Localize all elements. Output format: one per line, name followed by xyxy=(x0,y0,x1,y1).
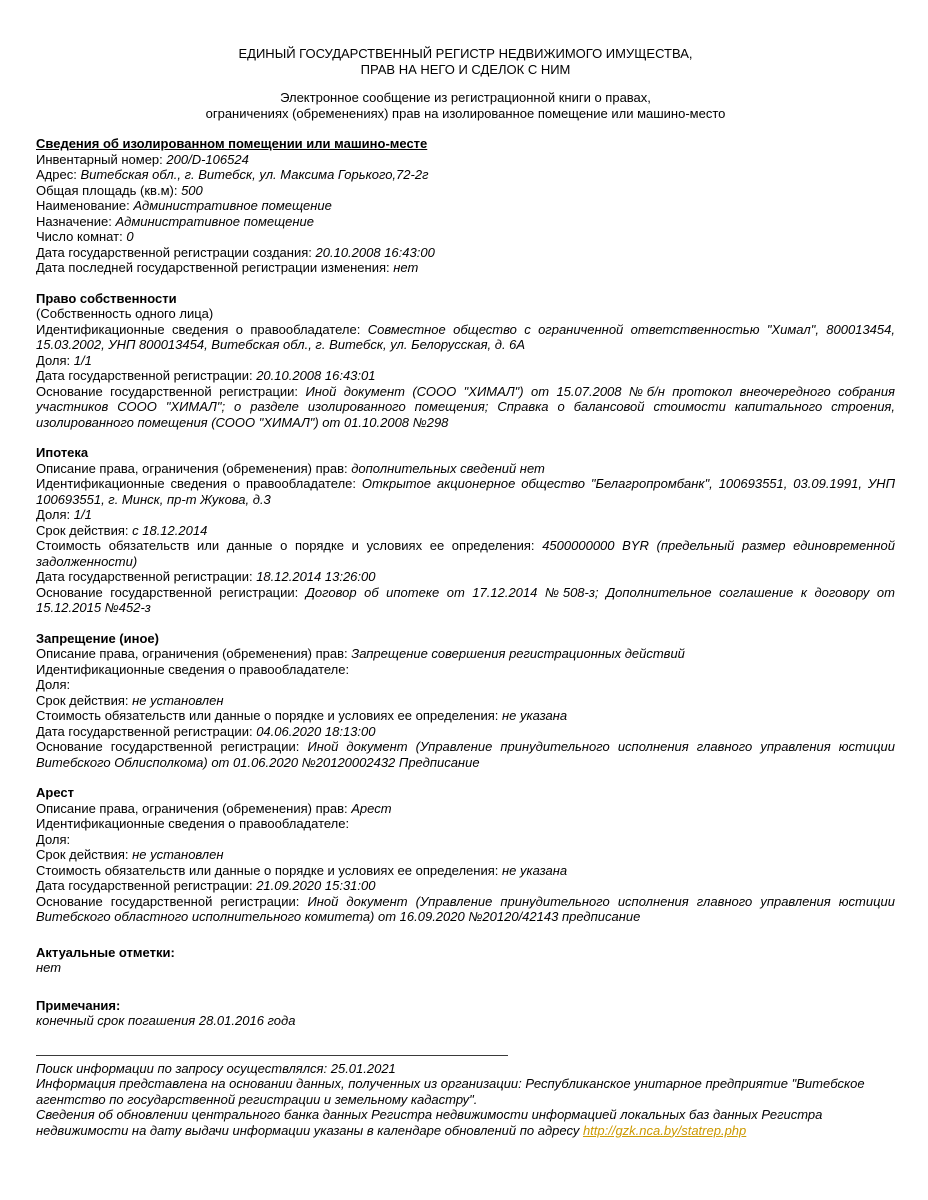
field-value: Запрещение совершения регистрационных действий xyxy=(351,646,685,661)
field-label: Идентификационные сведения о правообладателе: xyxy=(36,816,350,831)
row-obligation-cost xyxy=(36,863,895,879)
field-value: 500 xyxy=(181,182,203,198)
section-arrest xyxy=(36,785,895,925)
registry-title xyxy=(36,46,895,77)
field-value: с 18.12.2014 xyxy=(132,522,208,538)
footer-update-text: Сведения об обновлении центрального банка данных Регистра недвижимости информацией локальных баз данных Регистра недвижимости на дату выдачи информации указаны в календаре обновлений по адресу xyxy=(36,1107,823,1138)
field-label: Стоимость обязательств или данные о порядке и условиях ее определения: xyxy=(36,538,535,553)
field-value: конечный срок погашения 28.01.2016 года xyxy=(36,1013,296,1028)
field-label: Идентификационные сведения о правообладателе: xyxy=(36,321,361,337)
field-value: Административное помещение xyxy=(133,198,332,213)
field-value: 04.06.2020 18:13:00 xyxy=(256,723,376,739)
row-registration-basis xyxy=(36,894,895,925)
field-value: не указана xyxy=(501,862,568,878)
field-label: Стоимость обязательств или данные о порядке и условиях ее определения: xyxy=(36,862,499,878)
field-value: 20.10.2008 16:43:01 xyxy=(256,368,376,383)
field-value: не указана xyxy=(501,708,568,723)
row-term xyxy=(36,847,895,863)
row-description xyxy=(36,801,895,817)
field-label: Дата государственной регистрации создания: xyxy=(36,244,312,260)
field-value: Договор об ипотеке от 17.12.2014 №508-з; Дополнительное соглашение к договору от 15.12.2015 №452-з xyxy=(36,584,895,615)
field-value: 21.09.2020 15:31:00 xyxy=(256,878,376,893)
row-registration-date xyxy=(36,724,895,740)
field-value: не установлен xyxy=(132,847,224,862)
arrest-section-heading: Арест xyxy=(36,785,74,800)
field-value: 18.12.2014 13:26:00 xyxy=(256,569,376,584)
row-total-area xyxy=(36,183,895,199)
field-label: Описание права, ограничения (обременения) прав: xyxy=(36,646,348,661)
document-footer xyxy=(36,1055,895,1139)
row-share xyxy=(36,507,895,523)
field-label: Общая площадь (кв.м): xyxy=(36,182,178,198)
row-rightholder xyxy=(36,476,895,507)
footer-update-info xyxy=(36,1107,895,1138)
row-address xyxy=(36,167,895,183)
document-subtitle-line1: Электронное сообщение из регистрационной книги о правах, xyxy=(280,90,651,105)
marks-section-heading: Актуальные отметки: xyxy=(36,944,175,960)
field-label: Срок действия: xyxy=(36,847,129,862)
prohibition-section-heading: Запрещение (иное) xyxy=(36,630,159,646)
row-term xyxy=(36,523,895,539)
row-registration-date xyxy=(36,368,895,384)
statrep-link[interactable]: http://gzk.nca.by/statrep.php xyxy=(582,1122,747,1138)
field-value: 0 xyxy=(126,229,134,244)
field-value: Иной документ (СООО "ХИМАЛ") от 15.07.2008 №б/н протокол внеочередного собрания участников СООО "ХИМАЛ"; о разделе изолированного помещения; Справка о балансовой стоимости капитального строения, изолированного помещения (СООО "ХИМАЛ") от 01.10.2008 №298 xyxy=(36,383,895,430)
field-value: 20.10.2008 16:43:00 xyxy=(315,244,435,260)
row-obligation-cost xyxy=(36,708,895,724)
field-label: Дата государственной регистрации: xyxy=(36,878,253,893)
row-share xyxy=(36,677,895,693)
footer-source-info: Информация представлена на основании данных, полученных из организации: Республиканское унитарное предприятие "Витебское агентство по государственной регистрации и земельному кадастру". xyxy=(36,1076,865,1107)
field-label: Наименование: xyxy=(36,198,130,213)
field-label: Идентификационные сведения о правообладателе: xyxy=(36,661,350,677)
field-label: Назначение: xyxy=(36,213,112,229)
field-value: 4500000000 BYR (предельный размер единовременной задолженности) xyxy=(36,538,895,569)
field-label: Описание права, ограничения (обременения) прав: xyxy=(36,460,348,476)
row-rooms-count xyxy=(36,229,895,245)
field-value: Иной документ (Управление принудительного исполнения главного управления юстиции Витебского областного исполнительного комитета) от 16.09.2020 №20120/42143 предписание xyxy=(36,893,895,924)
section-prohibition xyxy=(36,631,895,771)
row-rightholder xyxy=(36,816,895,832)
row-share xyxy=(36,353,895,369)
field-label: Инвентарный номер: xyxy=(36,151,163,167)
row-purpose xyxy=(36,214,895,230)
row-description xyxy=(36,646,895,662)
row-term xyxy=(36,693,895,709)
section-property-info xyxy=(36,136,895,276)
field-value: 1/1 xyxy=(73,507,92,522)
field-label: Основание государственной регистрации: xyxy=(36,584,299,600)
field-label: Основание государственной регистрации: xyxy=(36,383,299,399)
field-label: Основание государственной регистрации: xyxy=(36,893,300,909)
row-ownership-subtype: (Собственность одного лица) xyxy=(36,306,214,321)
field-label: Стоимость обязательств или данные о порядке и условиях ее определения: xyxy=(36,708,499,723)
field-value: нет xyxy=(36,960,62,975)
row-registration-date xyxy=(36,878,895,894)
field-value: Открытое акционерное общество "Белагропромбанк", 100693551, 03.09.1991, УНП 100693551, г. Минск, пр-т Жукова, д.3 xyxy=(36,476,895,507)
field-label: Срок действия: xyxy=(36,692,129,708)
row-description xyxy=(36,461,895,477)
field-label: Доля: xyxy=(36,831,71,847)
row-inventory-number xyxy=(36,152,895,168)
field-value: нет xyxy=(393,260,419,275)
field-label: Дата последней государственной регистрации изменения: xyxy=(36,260,390,275)
field-label: Адрес: xyxy=(36,167,77,182)
row-registration-basis xyxy=(36,739,895,770)
section-mortgage xyxy=(36,445,895,616)
registry-title-line2: ПРАВ НА НЕГО И СДЕЛОК С НИМ xyxy=(360,61,571,77)
row-share xyxy=(36,832,895,848)
mortgage-section-heading: Ипотека xyxy=(36,445,89,460)
footer-search-date: Поиск информации по запросу осуществлялся: 25.01.2021 xyxy=(36,1060,396,1076)
row-registration-modified xyxy=(36,260,895,276)
field-label: Доля: xyxy=(36,677,71,692)
section-notes xyxy=(36,998,895,1029)
property-section-heading: Сведения об изолированном помещении или машино-месте xyxy=(36,136,428,151)
row-obligation-cost xyxy=(36,538,895,569)
field-value: Витебская обл., г. Витебск, ул. Максима Горького,72-2г xyxy=(80,167,429,182)
field-value: не установлен xyxy=(132,692,224,708)
field-label: Идентификационные сведения о правообладателе: xyxy=(36,476,356,491)
registry-title-line1: ЕДИНЫЙ ГОСУДАРСТВЕННЫЙ РЕГИСТР НЕДВИЖИМОГО ИМУЩЕСТВА, xyxy=(238,46,693,61)
field-label: Описание права, ограничения (обременения) прав: xyxy=(36,800,348,816)
row-name xyxy=(36,198,895,214)
row-registration-date xyxy=(36,569,895,585)
section-ownership xyxy=(36,291,895,431)
field-value: Иной документ (Управление принудительного исполнения главного управления юстиции Витебского Облисполкома) от 01.06.2020 №20120002432 Предписание xyxy=(36,739,895,770)
document-subtitle-line2: ограничениях (обременениях) прав на изолированное помещение или машино-место xyxy=(205,105,726,121)
field-label: Дата государственной регистрации: xyxy=(36,569,253,584)
field-value: Арест xyxy=(351,800,392,816)
field-value: 1/1 xyxy=(73,352,92,368)
footer-divider xyxy=(36,1055,508,1056)
section-actual-marks xyxy=(36,945,895,976)
field-label: Число комнат: xyxy=(36,229,123,244)
ownership-section-heading: Право собственности xyxy=(36,290,177,306)
row-marks-value xyxy=(36,960,895,976)
row-registration-created xyxy=(36,245,895,261)
row-registration-basis xyxy=(36,384,895,431)
field-label: Срок действия: xyxy=(36,522,129,538)
field-value: дополнительных сведений нет xyxy=(351,460,545,476)
field-label: Основание государственной регистрации: xyxy=(36,739,300,754)
document-subtitle xyxy=(36,90,895,121)
row-rightholder xyxy=(36,662,895,678)
field-value: Совместное общество с ограниченной ответственностью "Химал", 800013454, 15.03.2002, УНП 800013454, Витебская обл., г. Витебск, ул. Белорусская, д. 6А xyxy=(36,321,895,352)
row-registration-basis xyxy=(36,585,895,616)
field-value: 200/D-106524 xyxy=(166,151,249,167)
row-rightholder xyxy=(36,322,895,353)
row-notes-value xyxy=(36,1013,895,1029)
field-value: Административное помещение xyxy=(115,213,314,229)
field-label: Доля: xyxy=(36,352,71,368)
field-label: Дата государственной регистрации: xyxy=(36,368,253,383)
field-label: Доля: xyxy=(36,507,71,522)
field-label: Дата государственной регистрации: xyxy=(36,723,253,739)
notes-section-heading: Примечания: xyxy=(36,997,121,1013)
